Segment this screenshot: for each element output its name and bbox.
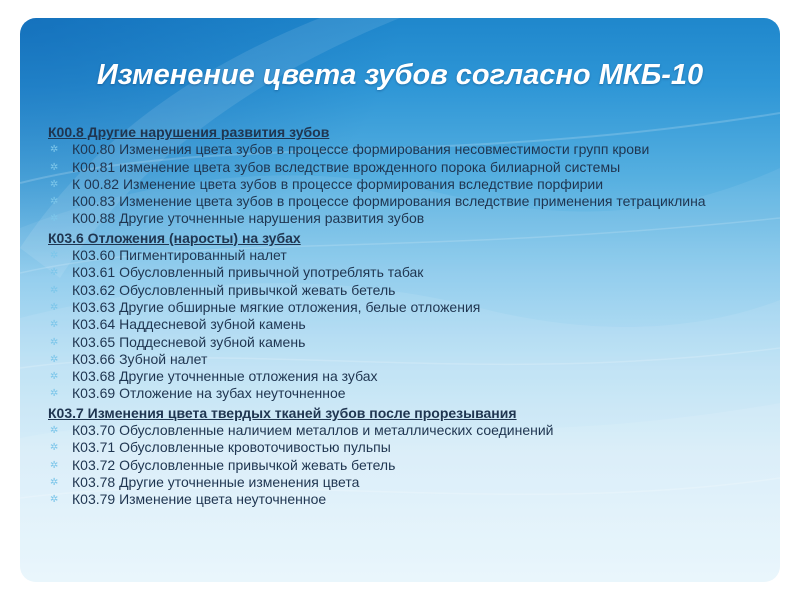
list-item-text: К03.69 Отложение на зубах неуточненное [72, 385, 346, 402]
list-item [48, 491, 768, 508]
section-k00-8 [48, 124, 768, 228]
asterisk-bullet-icon [50, 422, 64, 439]
asterisk-bullet-icon [50, 159, 64, 176]
list-item [48, 282, 768, 299]
asterisk-bullet-icon [50, 282, 64, 299]
list-item [48, 193, 768, 210]
list-item [48, 368, 768, 385]
list-item-text: К 00.82 Изменение цвета зубов в процессе формирования вследствие порфирии [72, 175, 604, 192]
list-item [48, 457, 768, 474]
asterisk-bullet-icon [50, 316, 64, 333]
icd-code-list [48, 124, 768, 509]
list-item [48, 176, 768, 193]
list-item-text: К00.80 Изменения цвета зубов в процессе формирования несовместимости групп крови [72, 141, 650, 158]
list-item-text: К03.79 Изменение цвета неуточненное [72, 491, 327, 508]
list-item-text: К03.62 Обусловленный привычкой жевать бетель [72, 281, 396, 298]
section-heading: К00.8 Другие нарушения развития зубов [48, 124, 330, 140]
asterisk-bullet-icon [50, 439, 64, 456]
slide [20, 18, 780, 582]
asterisk-bullet-icon [50, 141, 64, 158]
list-item [48, 474, 768, 491]
list-item [48, 159, 768, 176]
asterisk-bullet-icon [50, 385, 64, 402]
asterisk-bullet-icon [50, 176, 64, 193]
list-item [48, 439, 768, 456]
list-item-text: К03.70 Обусловленные наличием металлов и металлических соединений [72, 422, 554, 439]
asterisk-bullet-icon [50, 193, 64, 210]
list-item-text: К03.60 Пигментированный налет [72, 247, 287, 264]
list-item [48, 141, 768, 158]
list-item [48, 299, 768, 316]
asterisk-bullet-icon [50, 210, 64, 227]
asterisk-bullet-icon [50, 368, 64, 385]
section-k03-7 [48, 405, 768, 509]
asterisk-bullet-icon [50, 491, 64, 508]
list-item-text: К00.81 изменение цвета зубов вследствие врожденного порока билиарной системы [72, 158, 621, 175]
slide-title: Изменение цвета зубов согласно МКБ-10 [96, 59, 704, 91]
list-item-text: К03.68 Другие уточненные отложения на зубах [72, 368, 378, 385]
asterisk-bullet-icon [50, 264, 64, 281]
list-item-text: К03.71 Обусловленные кровоточивостью пульпы [72, 439, 391, 456]
list-item-text: К03.66 Зубной налет [72, 350, 208, 367]
list-item-text: К03.63 Другие обширные мягкие отложения, белые отложения [72, 298, 481, 315]
asterisk-bullet-icon [50, 299, 64, 316]
list-item-text: К03.78 Другие уточненные изменения цвета [72, 473, 360, 490]
list-item-text: К03.65 Поддесневой зубной камень [72, 333, 306, 350]
list-item [48, 334, 768, 351]
list-item-text: К03.61 Обусловленный привычной употреблять табак [72, 264, 424, 281]
list-item [48, 422, 768, 439]
section-heading: К03.7 Изменения цвета твердых тканей зубов после прорезывания [48, 404, 517, 421]
asterisk-bullet-icon [50, 351, 64, 368]
list-item [48, 210, 768, 227]
list-item-text: К03.72 Обусловленные привычкой жевать бетель [72, 456, 396, 473]
asterisk-bullet-icon [50, 474, 64, 491]
list-item-text: К00.88 Другие уточненные нарушения развития зубов [72, 210, 425, 227]
section-k03-6 [48, 230, 768, 403]
list-item-text: К03.64 Наддесневой зубной камень [72, 316, 306, 333]
asterisk-bullet-icon [50, 247, 64, 264]
list-item [48, 316, 768, 333]
asterisk-bullet-icon [50, 457, 64, 474]
list-item [48, 351, 768, 368]
section-heading: К03.6 Отложения (наросты) на зубах [48, 229, 301, 246]
list-item [48, 264, 768, 281]
list-item-text: К00.83 Изменение цвета зубов в процессе формирования вследствие применения тетрациклина [72, 193, 706, 210]
list-item [48, 385, 768, 402]
asterisk-bullet-icon [50, 334, 64, 351]
list-item [48, 247, 768, 264]
